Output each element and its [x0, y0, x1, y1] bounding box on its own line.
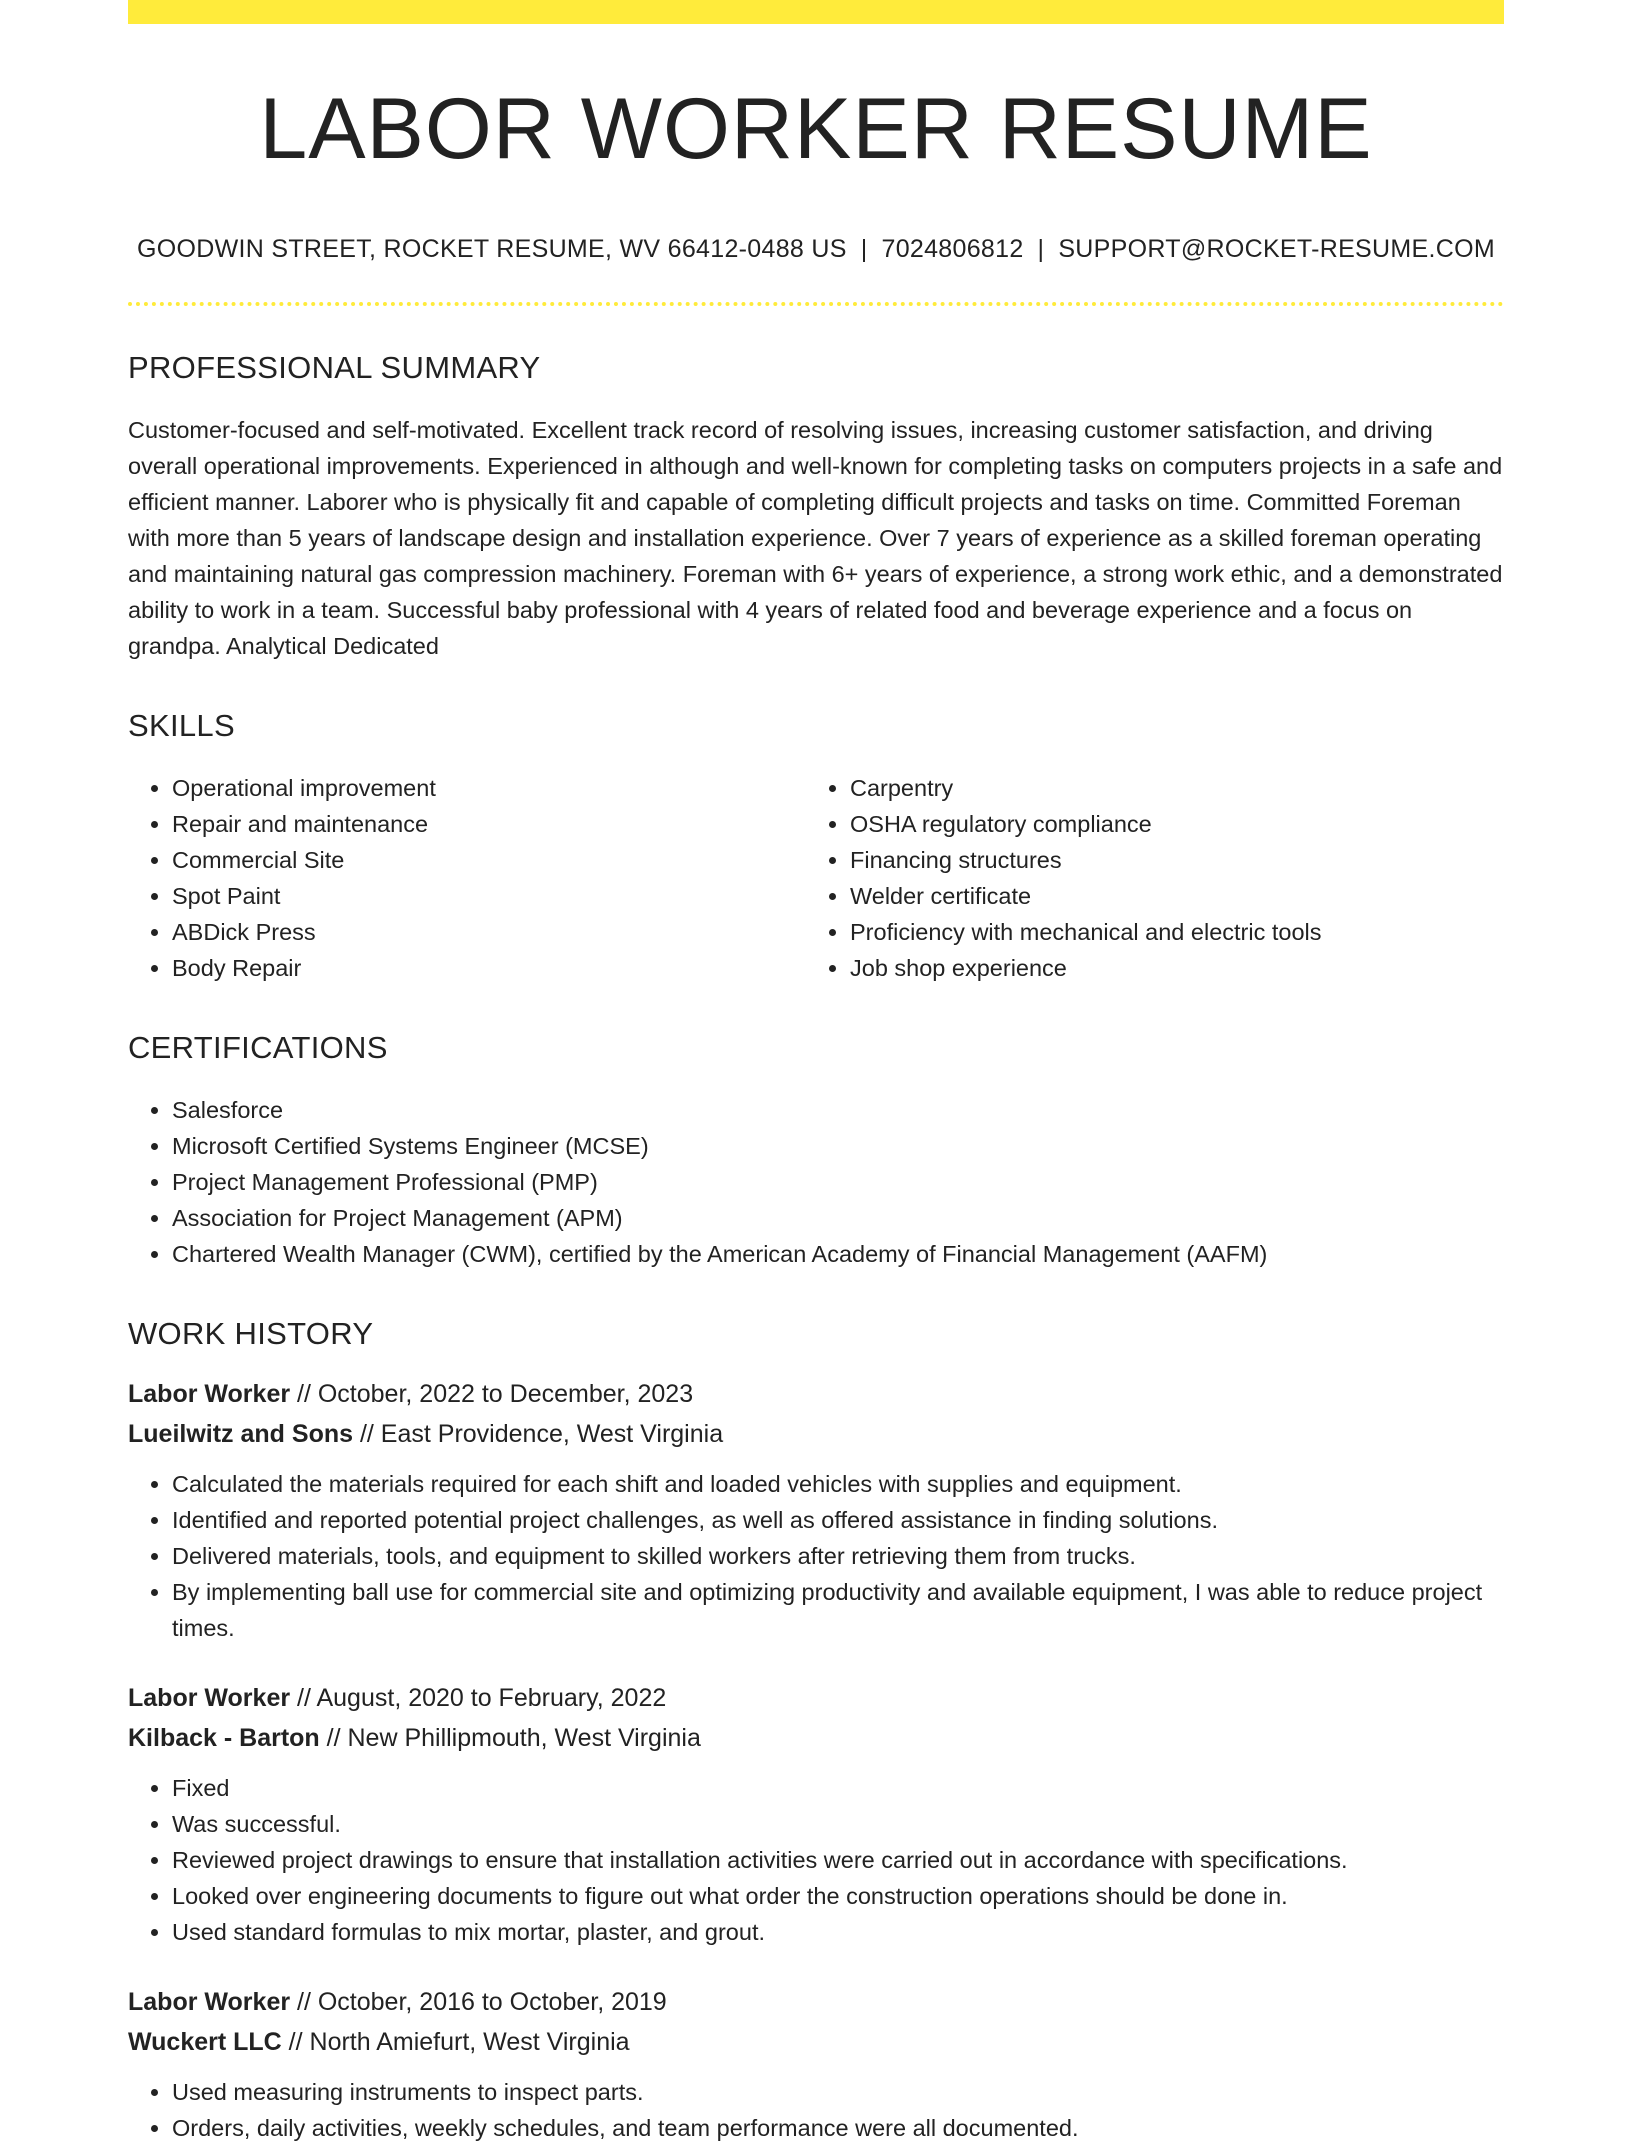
skills-heading: SKILLS [128, 707, 235, 743]
certification-item: • Microsoft Certified Systems Engineer (MCSE) [172, 1128, 1504, 1164]
dotted-divider [128, 302, 1504, 306]
contact-email[interactable]: SUPPORT@ROCKET-RESUME.COM [1058, 234, 1495, 263]
job-bullet: • Delivered materials, tools, and equipment to skilled workers after retrieving them from trucks. [172, 1538, 1504, 1574]
skill-item: • Operational improvement [172, 770, 806, 806]
job-bullet: • By implementing ball use for commercial site and optimizing productivity and available equipment, I was able to reduce project times. [172, 1574, 1504, 1646]
job-bullet: • Calculated the materials required for each shift and loaded vehicles with supplies and equipment. [172, 1466, 1504, 1502]
contact-separator: | [860, 234, 868, 263]
job-title-line [128, 1678, 1504, 1718]
contact-phone[interactable]: 7024806812 [881, 234, 1024, 263]
job-title: Labor Worker [128, 1987, 291, 2016]
skill-item: • Financing structures [850, 842, 1484, 878]
skill-item: • Spot Paint [172, 878, 806, 914]
certification-item: • Project Management Professional (PMP) [172, 1164, 1504, 1200]
job-bullet: • Looked over engineering documents to figure out what order the construction operations should be done in. [172, 1878, 1504, 1914]
skill-item: • Repair and maintenance [172, 806, 806, 842]
skill-item: • Welder certificate [850, 878, 1484, 914]
job-company: Kilback - Barton [128, 1723, 320, 1752]
skill-item: • Carpentry [850, 770, 1484, 806]
job-bullets [128, 1466, 1504, 1646]
job-bullets [128, 1770, 1504, 1950]
job-location: // North Amiefurt, West Virginia [281, 2027, 630, 2056]
certification-item: • Chartered Wealth Manager (CWM), certified by the American Academy of Financial Management (AAFM) [172, 1236, 1504, 1272]
job-bullet: • Identified and reported potential project challenges, as well as offered assistance in finding solutions. [172, 1502, 1504, 1538]
contact-line [128, 235, 1504, 264]
skill-item: • Proficiency with mechanical and electric tools [850, 914, 1484, 950]
job-entry [128, 1678, 1504, 1950]
certifications-list [128, 1092, 1504, 1272]
job-bullets [128, 2074, 1504, 2146]
skills-list-right [806, 770, 1484, 986]
job-bullet: • Was successful. [172, 1806, 1504, 1842]
job-entry [128, 1374, 1504, 1646]
job-dates: // October, 2022 to December, 2023 [290, 1379, 694, 1408]
job-location: // New Phillipmouth, West Virginia [319, 1723, 701, 1752]
job-dates: // October, 2016 to October, 2019 [290, 1987, 667, 2016]
job-title: Labor Worker [128, 1379, 291, 1408]
job-title-line [128, 1982, 1504, 2022]
skill-item: • Commercial Site [172, 842, 806, 878]
contact-address: GOODWIN STREET, ROCKET RESUME, WV 66412-0488 US [137, 234, 847, 263]
job-bullet: • Reviewed project drawings to ensure that installation activities were carried out in accordance with specifications. [172, 1842, 1504, 1878]
skill-item: • Job shop experience [850, 950, 1484, 986]
job-company: Lueilwitz and Sons [128, 1419, 354, 1448]
skills-columns [128, 770, 1504, 986]
job-bullet: • Fixed [172, 1770, 1504, 1806]
certification-item: • Association for Project Management (APM) [172, 1200, 1504, 1236]
job-company-line [128, 1414, 1504, 1454]
certifications-heading: CERTIFICATIONS [128, 1029, 388, 1065]
resume-page [128, 0, 1504, 2146]
skill-item: • ABDick Press [172, 914, 806, 950]
resume-title: LABOR WORKER RESUME [259, 81, 1373, 177]
job-bullet: • Orders, daily activities, weekly schedules, and team performance were all documented. [172, 2110, 1504, 2146]
job-bullet: • Used standard formulas to mix mortar, plaster, and grout. [172, 1914, 1504, 1950]
job-location: // East Providence, West Virginia [353, 1419, 724, 1448]
job-title: Labor Worker [128, 1683, 291, 1712]
contact-separator: | [1037, 234, 1045, 263]
work-history-heading: WORK HISTORY [128, 1315, 374, 1351]
summary-text: Customer-focused and self-motivated. Excellent track record of resolving issues, increasing customer satisfaction, and driving overall operational improvements. Experienced in although and well-known for completing tasks on computers projects in a safe and efficient manner. Laborer who is physically fit and capable of completing difficult projects and tasks on time. Committed Foreman with more than 5 years of landscape design and installation experience. Over 7 years of experience as a skilled foreman operating and maintaining natural gas compression machinery. Foreman with 6+ years of experience, a strong work ethic, and a demonstrated ability to work in a team. Successful baby professional with 4 years of related food and beverage experience and a focus on grandpa. Analytical Dedicated [128, 416, 1503, 659]
job-entry [128, 1982, 1504, 2146]
job-company-line [128, 2022, 1504, 2062]
certification-item: • Salesforce [172, 1092, 1504, 1128]
summary-heading: PROFESSIONAL SUMMARY [128, 349, 541, 385]
job-company: Wuckert LLC [128, 2027, 282, 2056]
job-title-line [128, 1374, 1504, 1414]
job-company-line [128, 1718, 1504, 1758]
skill-item: • OSHA regulatory compliance [850, 806, 1484, 842]
skills-list-left [128, 770, 806, 986]
job-bullet: • Used measuring instruments to inspect parts. [172, 2074, 1504, 2110]
skill-item: • Body Repair [172, 950, 806, 986]
job-dates: // August, 2020 to February, 2022 [290, 1683, 667, 1712]
top-accent-bar [128, 0, 1504, 24]
